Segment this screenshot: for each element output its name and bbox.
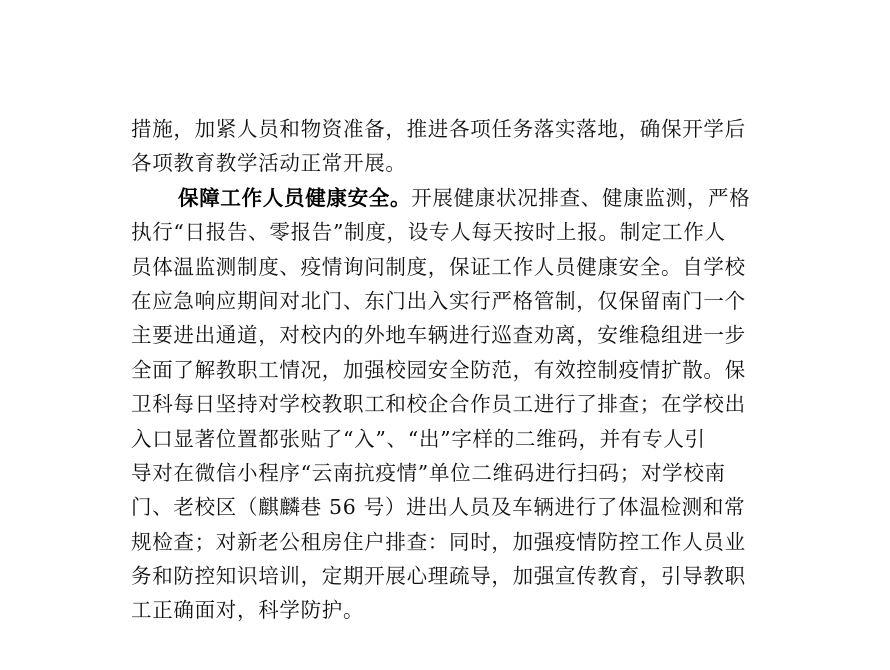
paragraph-2-line-12: 务和防控知识培训，定期开展心理疏导，加强宣传教育，引导教职 [131, 564, 746, 589]
paragraph-2-line-6: 全面了解教职工情况，加强校园安全防范，有效控制疫情扩散。保 [131, 357, 746, 382]
paragraph-2-line-5: 主要进出通道，对校内的外地车辆进行巡查劝离，安维稳组进一步 [131, 323, 746, 348]
paragraph-2-heading: 保障工作人员健康安全。 [178, 185, 412, 210]
paragraph-2-line-2: 执行“日报告、零报告”制度，设专人每天按时上报。制定工作人 [131, 220, 726, 245]
paragraph-1-line-2: 各项教育教学活动正常开展。 [131, 151, 407, 176]
paragraph-2-line-1 [131, 181, 781, 215]
paragraph-2-line-7: 卫科每日坚持对学校教职工和校企合作员工进行了排查；在学校出 [131, 392, 746, 417]
paragraph-2-line-10: 门、老校区（麒麟巷 56 号）进出人员及车辆进行了体温检测和常 [131, 495, 746, 520]
paragraph-2-line-3: 员体温监测制度、疫情询问制度，保证工作人员健康安全。自学校 [131, 254, 746, 279]
document-body [131, 112, 781, 628]
paragraph-1-line-1: 措施，加紧人员和物资准备，推进各项任务落实落地，确保开学后 [131, 117, 746, 141]
paragraph-2-line-9: 导对在微信小程序“云南抗疫情”单位二维码进行扫码；对学校南 [131, 460, 726, 485]
paragraph-2-first-line-text: 开展健康状况排查、健康监测，严格 [411, 185, 751, 210]
paragraph-2-line-13: 工正确面对，科学防护。 [131, 598, 365, 623]
paragraph-2-line-4: 在应急响应期间对北门、东门出入实行严格管制，仅保留南门一个 [131, 288, 746, 313]
paragraph-2-line-11: 规检查；对新老公租房住户排查：同时，加强疫情防控工作人员业 [131, 529, 746, 554]
paragraph-2-line-8: 入口显著位置都张贴了“入”、“出”字样的二维码，并有专人引 [131, 426, 706, 451]
